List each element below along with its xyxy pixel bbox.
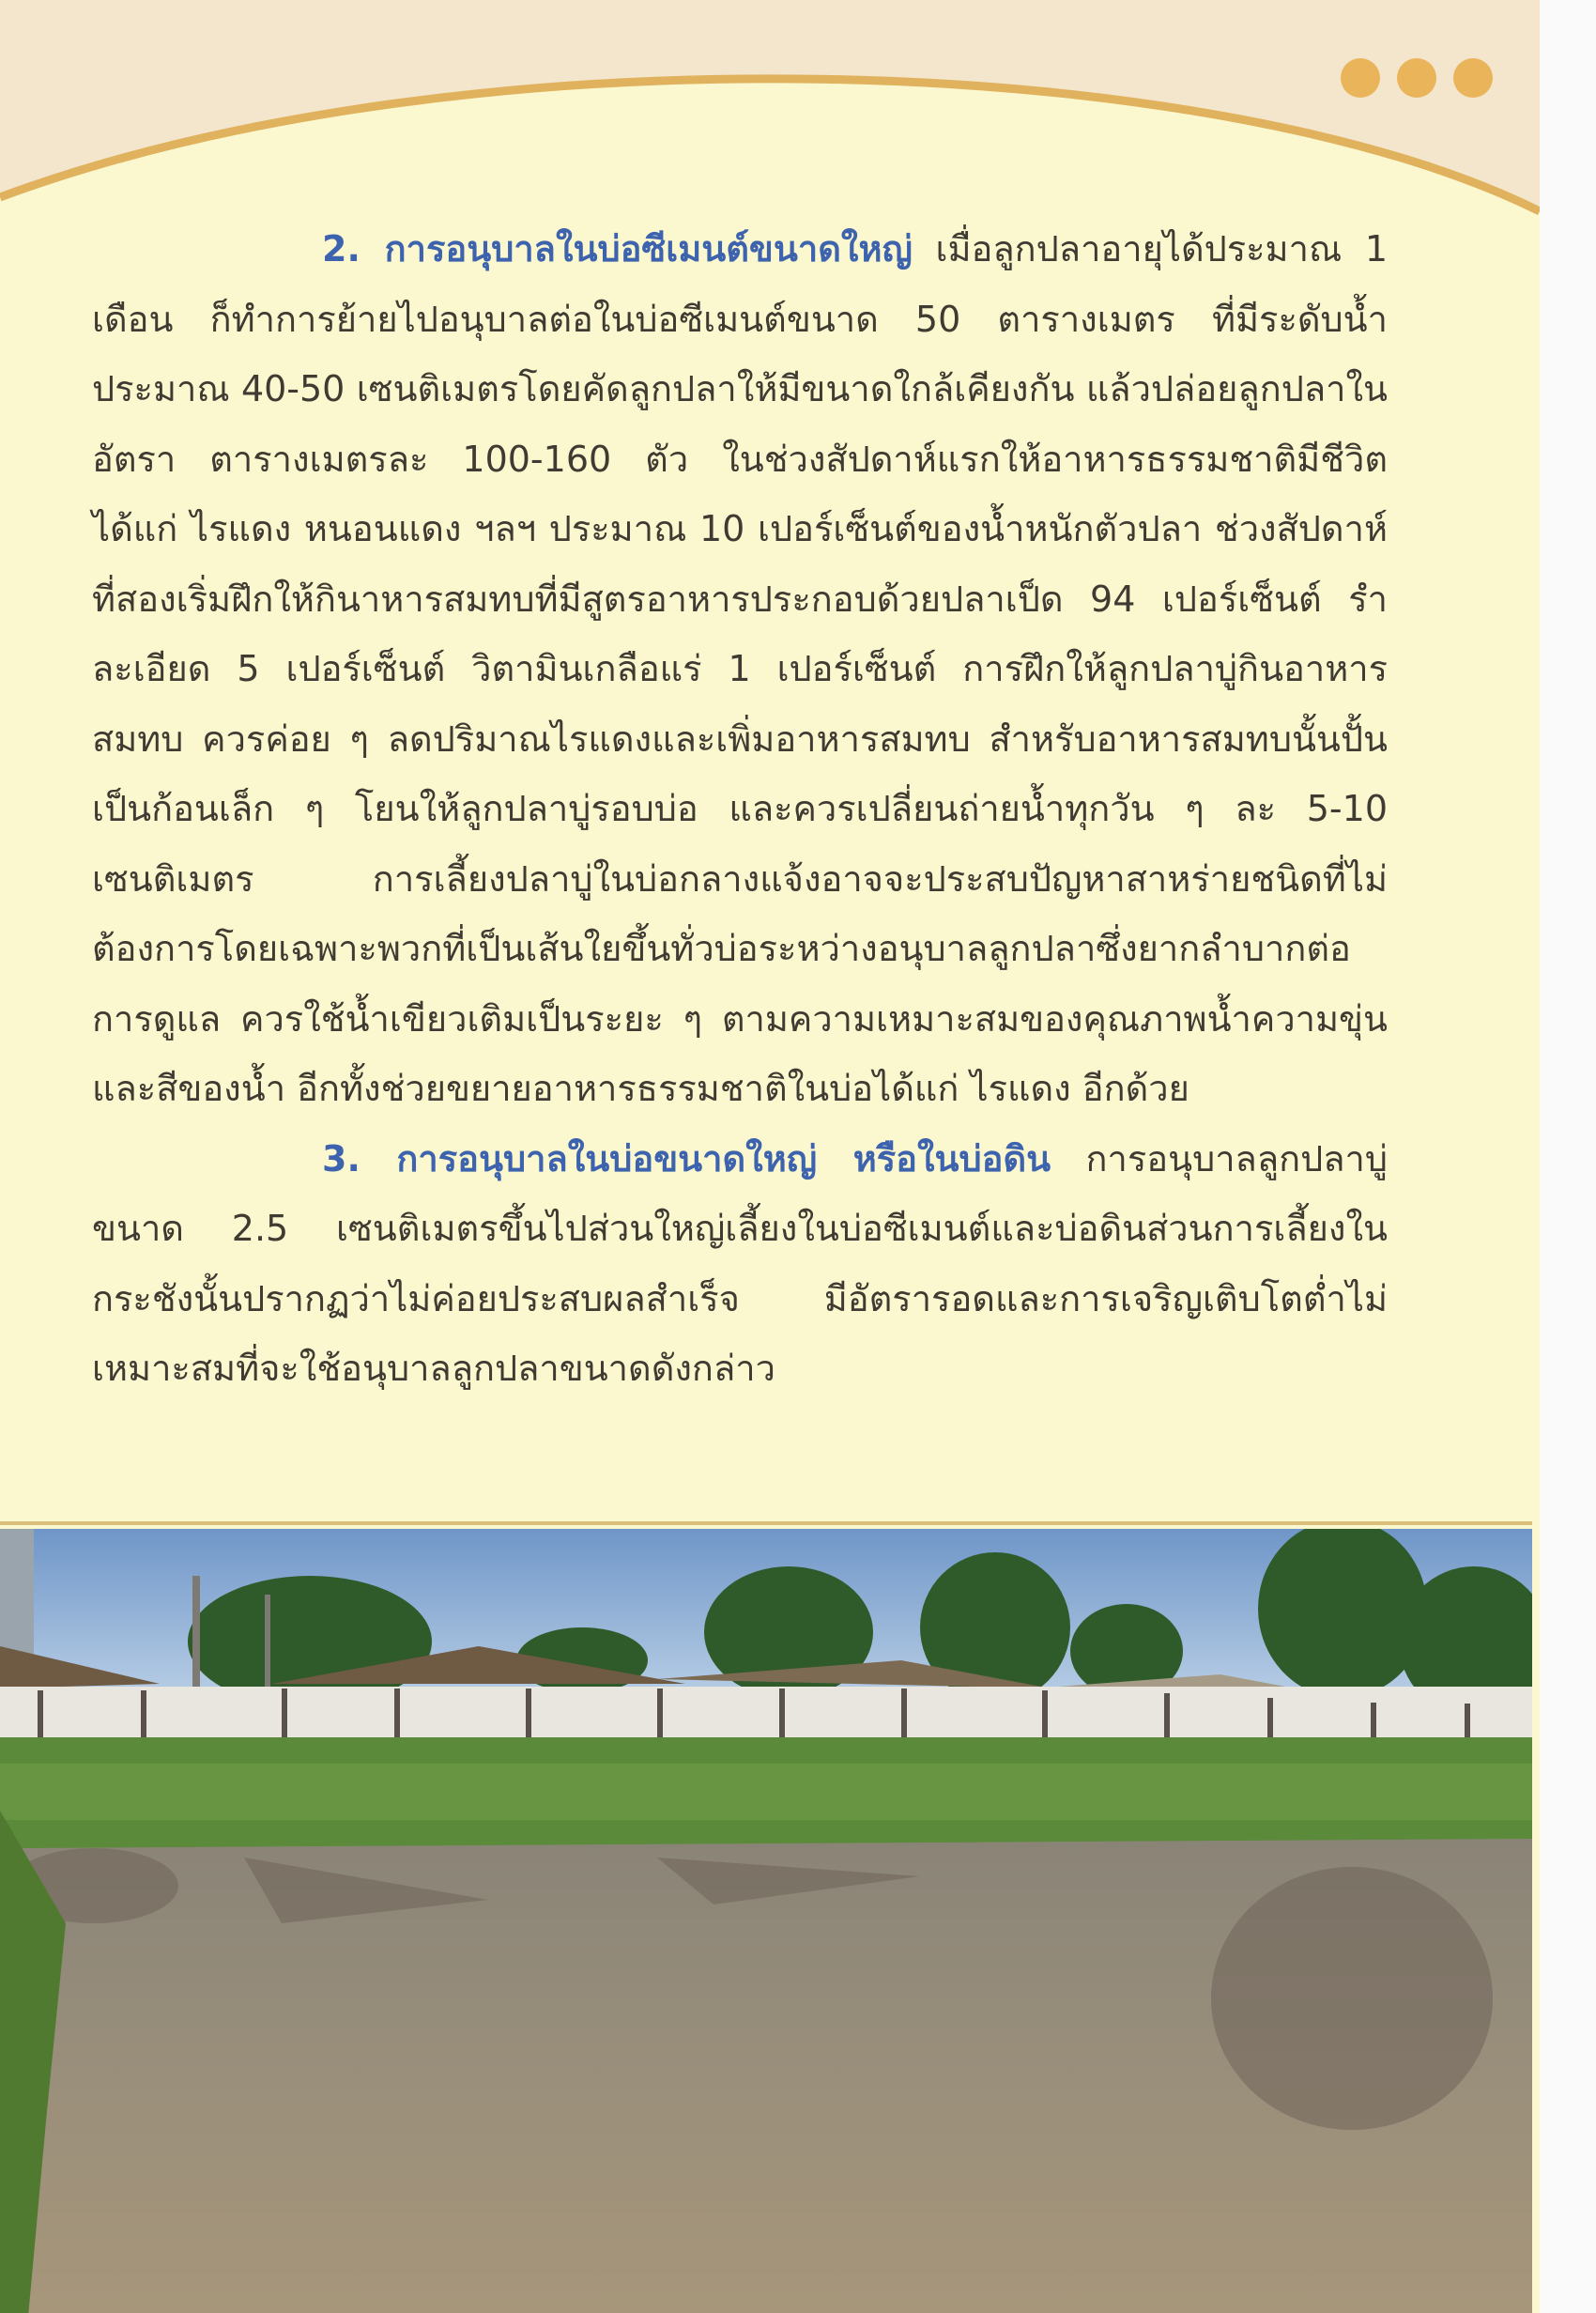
scan-margin <box>1540 0 1596 2313</box>
decorative-dot <box>1453 58 1493 98</box>
section-2-paragraph <box>92 214 1388 1124</box>
header-dots <box>1341 58 1493 98</box>
decorative-dot <box>1397 58 1436 98</box>
section-3-text: การอนุบาลลูกปลาบู่ขนาด 2.5 เซนติเมตรขึ้นไปส่วนใหญ่เลี้ยงในบ่อซีเมนต์และบ่อดินส่วนการเลี้ยงในกระชังนั้นปรากฏว่าไม่ค่อยประสบผลสำเร็จ มีอัตรารอดและการเจริญเติบโตต่ำไม่เหมาะสมที่จะใช้อนุบาลลูกปลาขนาดดังกล่าว <box>92 1137 1388 1389</box>
header-band <box>0 0 1540 225</box>
article-body <box>92 214 1388 1404</box>
pond-photo-frame <box>0 1521 1532 2313</box>
section-3-paragraph <box>92 1124 1388 1404</box>
section-2-heading: 2. การอนุบาลในบ่อซีเมนต์ขนาดใหญ่ <box>322 228 913 270</box>
section-3-heading: 3. การอนุบาลในบ่อขนาดใหญ่ หรือในบ่อดิน <box>322 1137 1051 1180</box>
pond-photo <box>0 1529 1532 2313</box>
section-2-text: เมื่อลูกปลาอายุได้ประมาณ 1 เดือน ก็ทำการย้ายไปอนุบาลต่อในบ่อซีเมนต์ขนาด 50 ตารางเมตร ที่มีระดับน้ำประมาณ 40-50 เซนติเมตรโดยคัดลูกปลาให้มีขนาดใกล้เคียงกัน แล้วปล่อยลูกปลาในอัตรา ตารางเมตรละ 100-160 ตัว ในช่วงสัปดาห์แรกให้อาหารธรรมชาติมีชีวิต ได้แก่ ไรแดง หนอนแดง ฯลฯ ประมาณ 10 เปอร์เซ็นต์ของน้ำหนักตัวปลา ช่วงสัปดาห์ที่สองเริ่มฝึกให้กินาหารสมทบที่มีสูตรอาหารประกอบด้วยปลาเป็ด 94 เปอร์เซ็นต์ รำละเอียด 5 เปอร์เซ็นต์ วิตามินเกลือแร่ 1 เปอร์เซ็นต์ การฝึกให้ลูกปลาบู่กินอาหารสมทบ ควรค่อย ๆ ลดปริมาณไรแดงและเพิ่มอาหารสมทบ สำหรับอาหารสมทบนั้นปั้นเป็นก้อนเล็ก ๆ โยนให้ลูกปลาบู่รอบบ่อ และควรเปลี่ยนถ่ายน้ำทุกวัน ๆ ละ 5-10 เซนติเมตร การเลี้ยงปลาบู่ในบ่อกลางแจ้งอาจจะประสบปัญหาสาหร่ายชนิดที่ไม่ต้องการโดยเฉพาะพวกที่เป็นเส้นใยขึ้นทั่วบ่อระหว่างอนุบาลลูกปลาซึ่งยากลำบากต่อการดูแล ควรใช้น้ำเขียวเติมเป็นระยะ ๆ ตามความเหมาะสมของคุณภาพน้ำความขุ่นและสีของน้ำ อีกทั้งช่วยขยายอาหารธรรมชาติในบ่อได้แก่ ไรแดง อีกด้วย <box>92 228 1389 1109</box>
decorative-dot <box>1341 58 1380 98</box>
